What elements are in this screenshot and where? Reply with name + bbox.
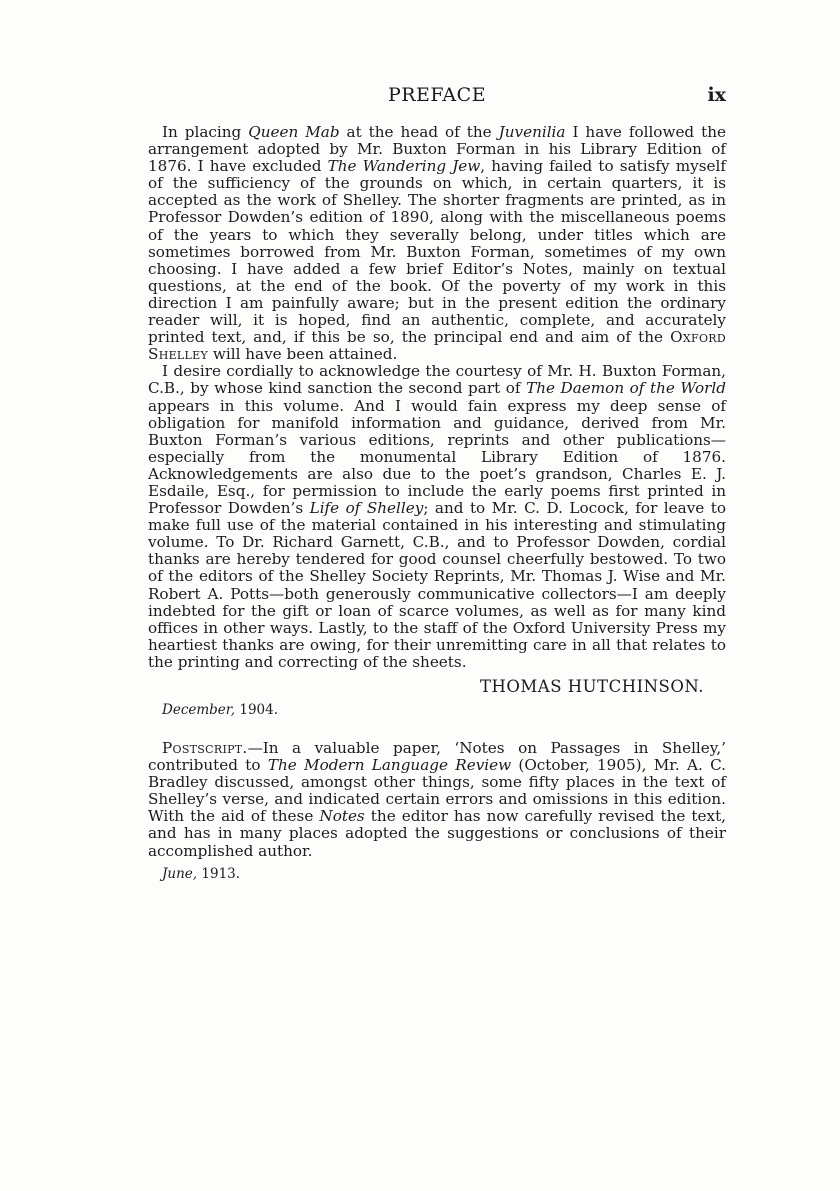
title-wandering-jew: The Wandering Jew xyxy=(327,157,481,176)
text-run: will have been attained. xyxy=(208,345,398,364)
oxford-shelley-small-caps: Oxford Shelley xyxy=(148,328,726,364)
title-daemon-of-the-world: The Daemon of the World xyxy=(526,379,726,398)
title-juvenilia: Juvenilia xyxy=(498,123,566,141)
postscript-label: Postscript. xyxy=(162,739,248,757)
preface-paragraph-2 xyxy=(148,363,726,671)
text-run: In placing xyxy=(162,123,249,141)
title-notes: Notes xyxy=(319,807,365,826)
text-run: appears in this volume. And I would fain express my deep sense of obligation for manifold information and guidance, derived from Mr. Buxton Forman’s various editions, reprints and other publications—especially from the monumental Library Edition of 1876. Acknowledgements are also due to the poet’s grandson, Charles E. J. Esdaile, Esq., for permission to include the early poems first printed in Professor Dowden’s xyxy=(148,396,726,518)
text-run: ; and to Mr. C. D. Locock, for leave to make full use of the material contained in his interesting and stimulating volume. To Dr. Richard Garnett, C.B., and to Professor Dowden, cordial thanks are hereby tendered for good counsel cheerfully bestowed. To two of the editors of the Shelley Society Reprints, Mr. Thomas J. Wise and Mr. Robert A. Potts—both generously communicative collectors—I am deeply indebted for the gift or loan of scarce volumes, as well as for many kind offices in other ways. Lastly, to the staff of the Oxford University Press my heartiest thanks are owing, for their unremitting care in all that relates to the printing and correcting of the sheets. xyxy=(148,499,726,671)
text-run: the editor has now carefully revised the text, and has in many places adopted the suggestions or conclusions of their accomplished author. xyxy=(148,807,727,860)
text-run: , having failed to satisfy myself of the sufficiency of the grounds on which, in certain quarters, it is accepted as the work of Shelley. The shorter fragments are printed, as in Professor Dowden’s edition of 1890, along with the miscellaneous poems of the years to which they severally belong, under titles which are sometimes borrowed from Mr. Buxton Forman, sometimes of my own choosing. I have added a few brief Editor’s Notes, mainly on textual questions, at the end of the book. Of the poverty of my work in this direction I am painfully aware; but in the present edition the ordinary reader will, it is hoped, find an authentic, complete, and accurately printed text, and, if this be so, the principal end and aim of the xyxy=(148,157,726,347)
date-year: 1913. xyxy=(201,865,241,882)
author-signature: THOMAS HUTCHINSON. xyxy=(479,677,704,696)
book-page xyxy=(148,84,726,882)
date-1904 xyxy=(162,702,726,718)
text-run: I desire cordially to acknowledge the courtesy of Mr. H. Buxton Forman, C.B., by whose kind sanction the second part of xyxy=(148,362,726,398)
text-run: I have followed the arrangement adopted by Mr. Buxton Forman in his Library Edition of 1876. I have excluded xyxy=(148,123,727,176)
date-month: June, xyxy=(162,865,198,882)
date-month: December, xyxy=(162,702,236,718)
date-1913 xyxy=(162,866,726,882)
date-year: 1904. xyxy=(239,702,279,718)
text-run: at the head of the xyxy=(339,123,499,141)
title-modern-language-review: The Modern Language Review xyxy=(267,756,512,775)
title-life-of-shelley: Life of Shelley xyxy=(309,499,424,518)
running-title: PREFACE xyxy=(387,84,487,106)
page-number: ix xyxy=(707,84,726,106)
postscript-block xyxy=(148,740,726,882)
text-run: (October, 1905), Mr. A. C. Bradley discussed, amongst other things, some fifty places in the text of Shelley’s verse, and indicated certain errors and omissions in this edition. With the aid of these xyxy=(148,756,726,826)
postscript-paragraph xyxy=(148,740,726,860)
preface-paragraph-1 xyxy=(148,124,726,363)
text-run: —In a valuable paper, ‘Notes on Passages in Shelley,’ contributed to xyxy=(148,739,726,775)
running-head xyxy=(148,84,726,112)
title-queen-mab: Queen Mab xyxy=(248,123,340,141)
